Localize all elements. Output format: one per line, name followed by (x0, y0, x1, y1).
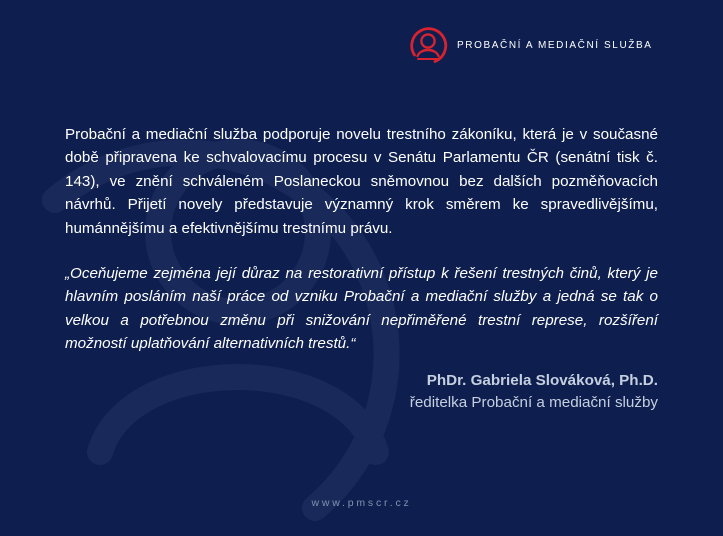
main-content (65, 123, 658, 414)
pms-logo-icon (408, 22, 448, 68)
director-quote: „Oceňujeme zejména její důraz na restorativní přístup k řešení trestných činů, který je hlavním posláním naší práce od vzniku Probační a mediační služby a jedná se tak o velkou a potřebnou změnu při snižování nepřiměřené trestní represe, rozšíření možností uplatňování alternativních trestů.“ (65, 265, 658, 353)
signatory-name: PhDr. Gabriela Slováková, Ph.D. (426, 371, 658, 389)
intro-paragraph: Probační a mediační služba podporuje novelu trestního zákoníku, která je v současné době připravena ke schvalovacímu procesu v Senátu Parlamentu ČR (senátní tisk č. 143), ve znění schváleném Poslaneckou sněmovnou bez dalších pozměňovacích návrhů. Přijetí novely představuje významný krok směrem ke spravedlivějšímu, humánnějšímu a efektivnějšímu trestnímu právu. (65, 126, 658, 237)
header (408, 22, 653, 68)
footer-url: www.pmscr.cz (311, 497, 412, 509)
signature (65, 370, 658, 414)
signatory-role: ředitelka Probační a mediační služby (409, 393, 658, 411)
brand-name: PROBAČNÍ A MEDIAČNÍ SLUŽBA (457, 39, 653, 51)
